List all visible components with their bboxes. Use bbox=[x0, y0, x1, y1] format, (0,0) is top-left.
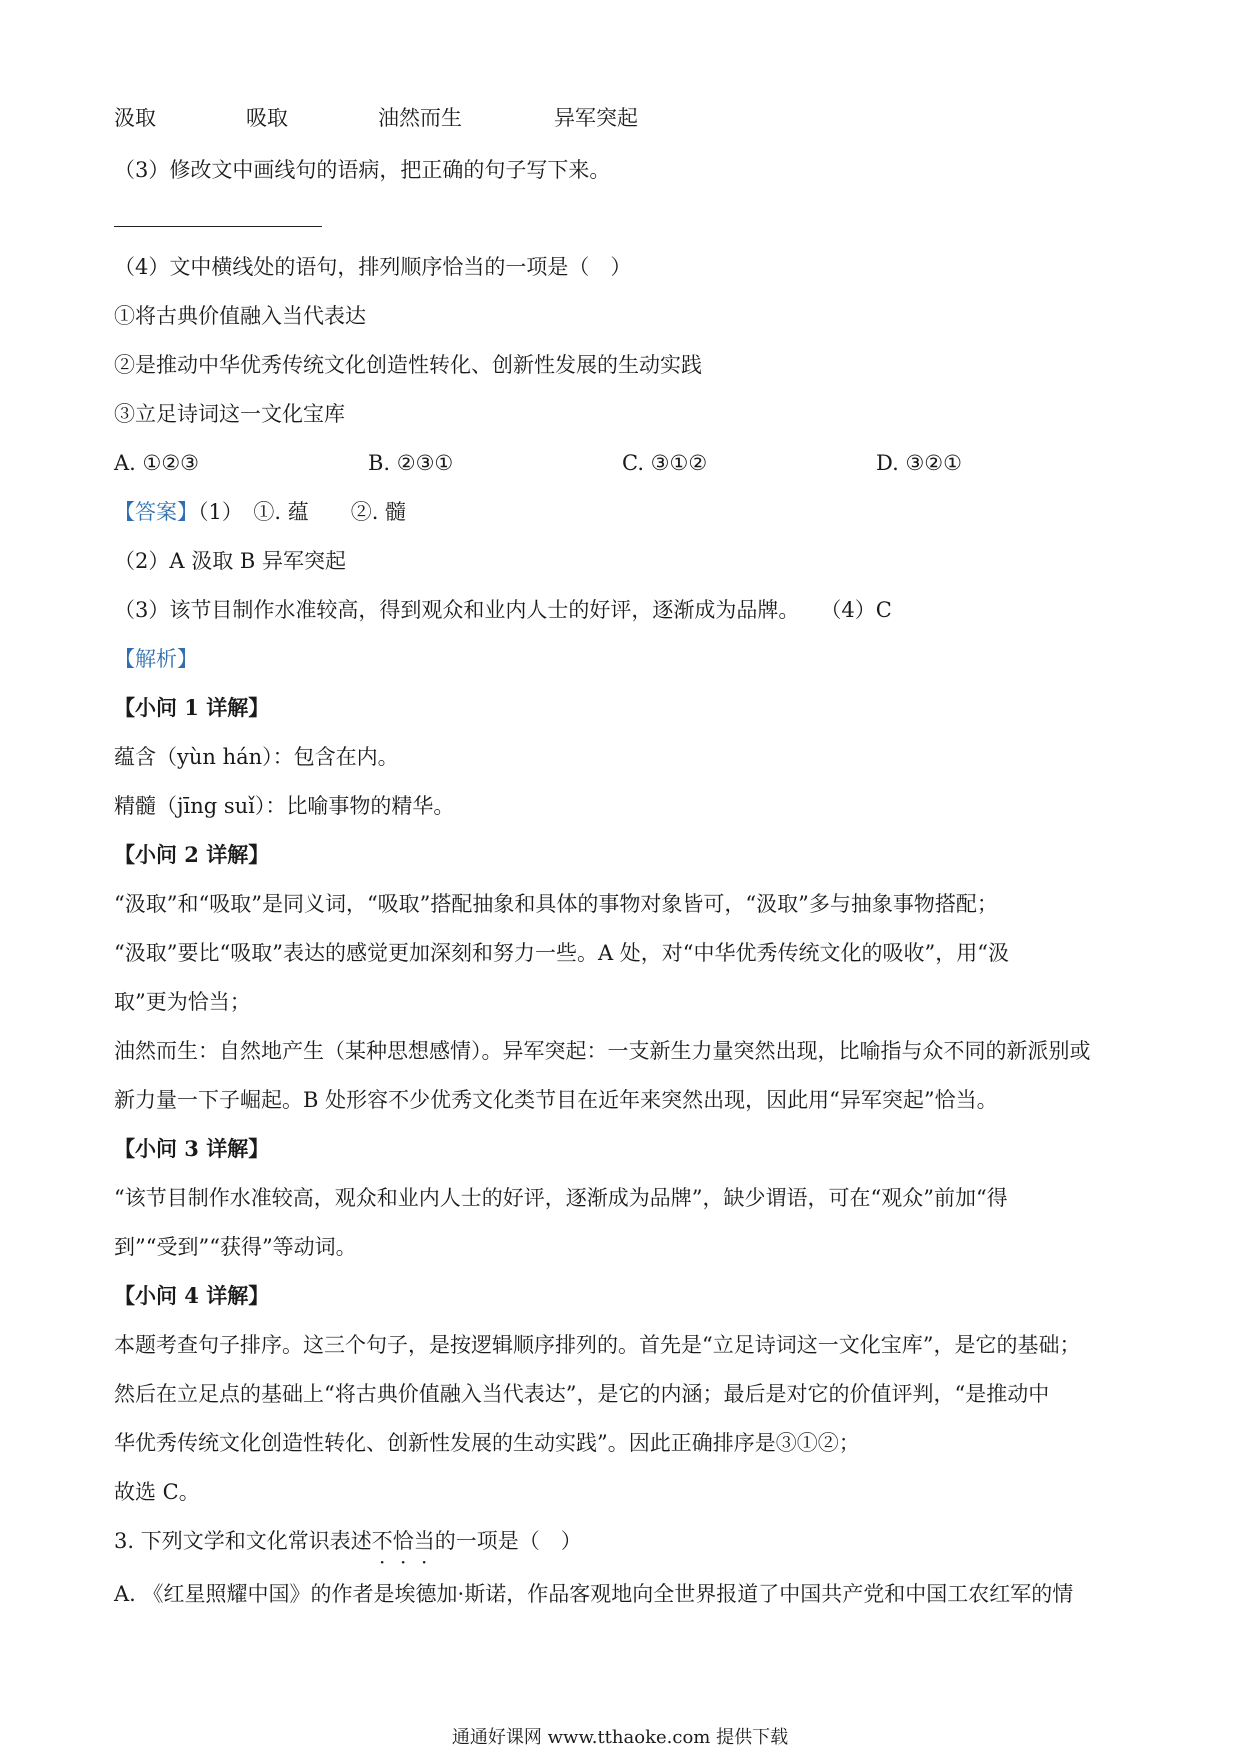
word-choice: 吸取 bbox=[246, 106, 288, 130]
question-3-prefix: 3. 下列文学和文化常识表述 bbox=[114, 1529, 372, 1553]
sentence-3: ③立足诗词这一文化宝库 bbox=[114, 402, 345, 426]
q3-prompt: （3）修改文中画线句的语病，把正确的句子写下来。 bbox=[114, 158, 611, 182]
sub2-line: 取”更为恰当； bbox=[114, 990, 251, 1014]
sub3-line: 到”“受到”“获得”等动词。 bbox=[114, 1235, 357, 1259]
question-3-suffix: 的一项是（ ） bbox=[434, 1529, 582, 1553]
emphasis-char: 当 bbox=[413, 1529, 435, 1553]
sub1-line: 精髓（jīng suǐ）：比喻事物的精华。 bbox=[114, 794, 455, 818]
sub4-heading: 【小问 4 详解】 bbox=[114, 1283, 270, 1308]
analysis-tag: 【解析】 bbox=[114, 647, 198, 671]
sub2-line: “汲取”和“吸取”是同义词，“吸取”搭配抽象和具体的事物对象皆可，“汲取”多与抽象事物搭配； bbox=[114, 892, 998, 916]
answer-tag: 【答案】 bbox=[114, 500, 198, 524]
answer-line-1 bbox=[114, 498, 406, 526]
answer-part-1: （1） ①. 蕴 ②. 髓 bbox=[198, 500, 407, 524]
emphasis-char: 恰 bbox=[392, 1529, 414, 1553]
answer-part-3: （3）该节目制作水准较高，得到观众和业内人士的好评，逐渐成为品牌。 （4）C bbox=[114, 598, 892, 622]
answer-part-2: （2）A 汲取 B 异军突起 bbox=[114, 549, 346, 573]
sub1-heading: 【小问 1 详解】 bbox=[114, 695, 270, 720]
question-3 bbox=[114, 1527, 582, 1555]
option-c: C. ③①② bbox=[622, 451, 708, 475]
sentence-2: ②是推动中华优秀传统文化创造性转化、创新性发展的生动实践 bbox=[114, 353, 702, 377]
option-d: D. ③②① bbox=[876, 451, 962, 475]
sub2-heading: 【小问 2 详解】 bbox=[114, 842, 270, 867]
word-choice: 油然而生 bbox=[378, 106, 462, 130]
sub1-line: 蕴含（yùn hán）：包含在内。 bbox=[114, 745, 399, 769]
word-choices-row bbox=[114, 104, 638, 132]
option-b: B. ②③① bbox=[368, 451, 454, 475]
sub2-line: “汲取”要比“吸取”表达的感觉更加深刻和努力一些。A 处，对“中华优秀传统文化的吸收”，用“汲 bbox=[114, 941, 1009, 965]
answer-blank-line bbox=[114, 226, 322, 227]
word-choice: 异军突起 bbox=[554, 106, 638, 130]
options-row bbox=[114, 449, 962, 477]
question-3-option-a: A. 《红星照耀中国》的作者是埃德加·斯诺，作品客观地向全世界报道了中国共产党和中国工农红军的情 bbox=[114, 1582, 1074, 1606]
emphasis-char: 不 bbox=[371, 1529, 393, 1553]
sub3-line: “该节目制作水准较高，观众和业内人士的好评，逐渐成为品牌”，缺少谓语，可在“观众”前加“得 bbox=[114, 1186, 1008, 1210]
sub4-line: 本题考查句子排序。这三个句子，是按逻辑顺序排列的。首先是“立足诗词这一文化宝库”，是它的基础； bbox=[114, 1333, 1081, 1357]
word-choice: 汲取 bbox=[114, 106, 156, 130]
sub4-line: 华优秀传统文化创造性转化、创新性发展的生动实践”。因此正确排序是③①②； bbox=[114, 1431, 860, 1455]
sub3-heading: 【小问 3 详解】 bbox=[114, 1136, 270, 1161]
sub4-line: 然后在立足点的基础上“将古典价值融入当代表达”，是它的内涵；最后是对它的价值评判，“是推动中 bbox=[114, 1382, 1050, 1406]
sub2-line: 新力量一下子崛起。B 处形容不少优秀文化类节目在近年来突然出现，因此用“异军突起”恰当。 bbox=[114, 1088, 998, 1112]
q4-prompt: （4）文中横线处的语句，排列顺序恰当的一项是（ ） bbox=[114, 255, 632, 279]
option-a: A. ①②③ bbox=[114, 451, 199, 475]
sub4-line: 故选 C。 bbox=[114, 1480, 200, 1504]
sub2-line: 油然而生：自然地产生（某种思想感情）。异军突起：一支新生力量突然出现，比喻指与众不同的新派别或 bbox=[114, 1039, 1091, 1063]
page-footer: 通通好课网 www.tthaoke.com 提供下载 bbox=[451, 1727, 789, 1748]
sentence-1: ①将古典价值融入当代表达 bbox=[114, 304, 366, 328]
